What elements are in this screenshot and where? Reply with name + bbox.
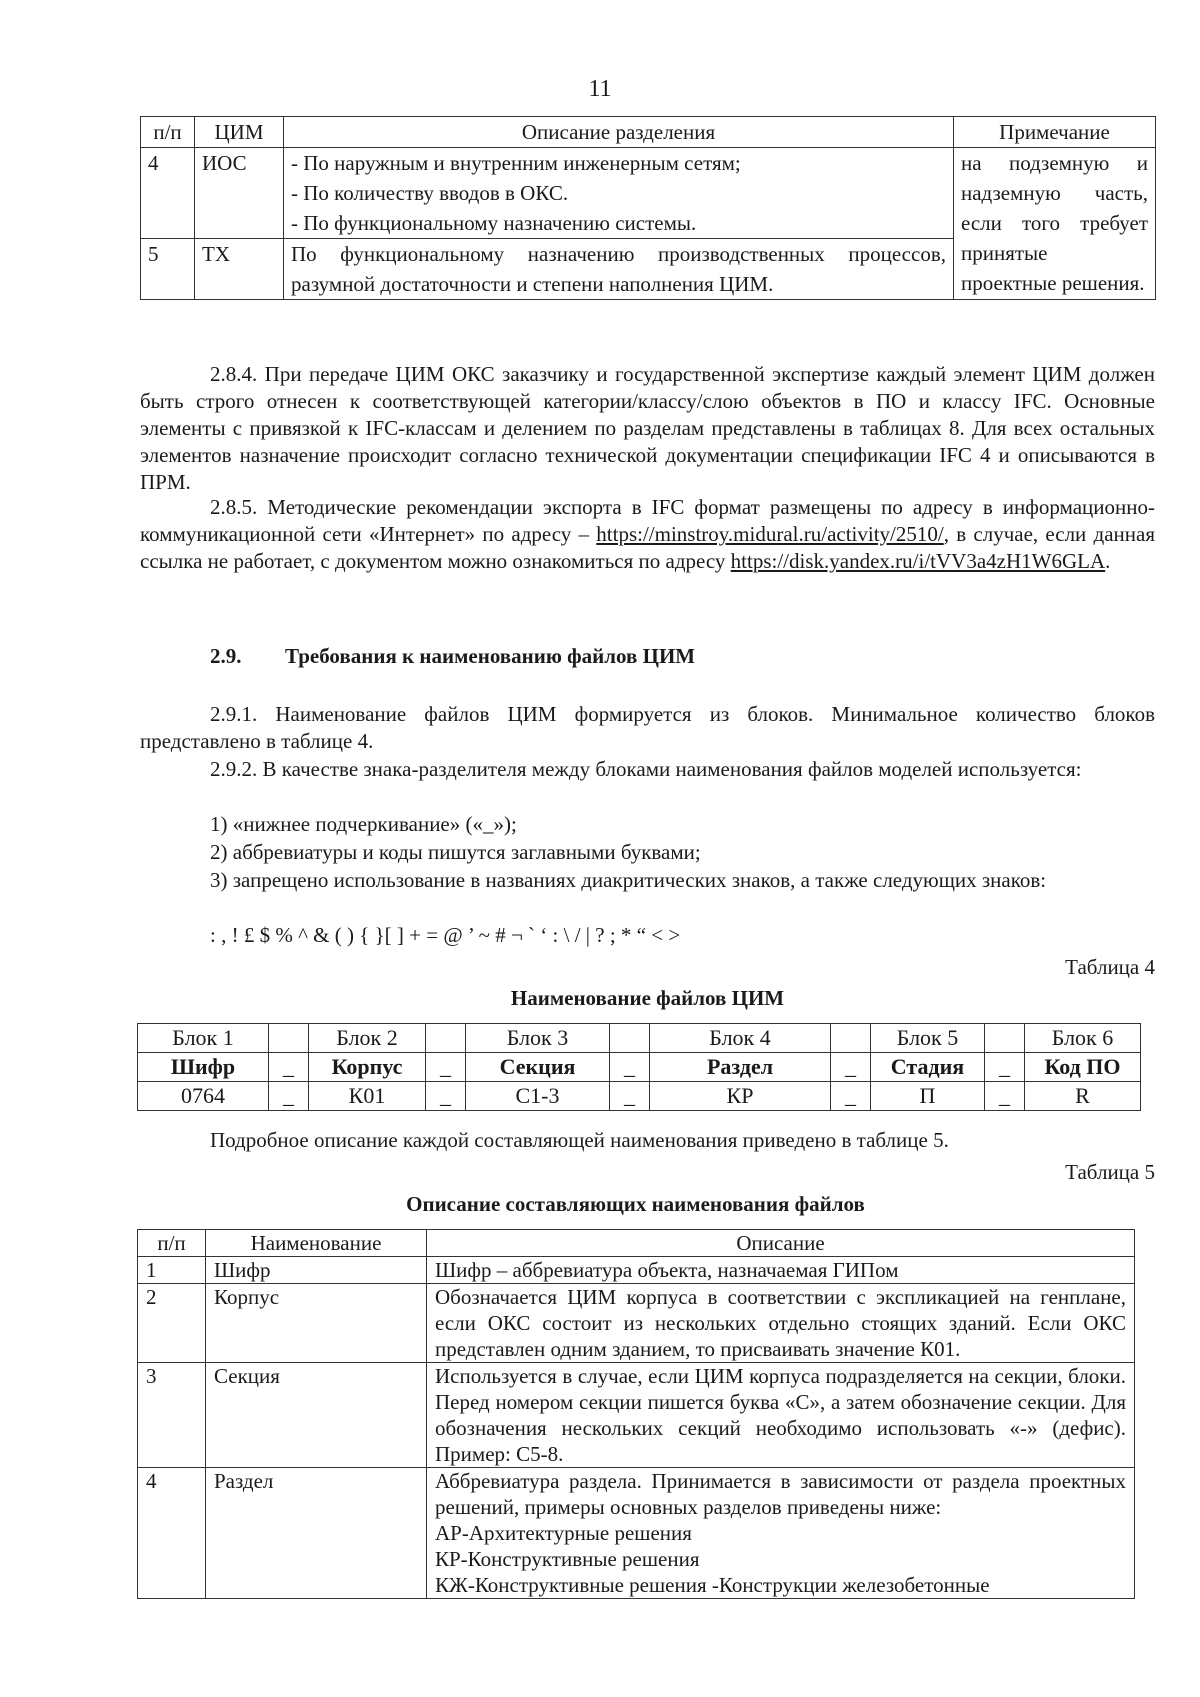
list-item: 1) «нижнее подчеркивание» («_»); [210, 812, 517, 836]
block-example: R [1025, 1082, 1141, 1111]
forbidden-characters: : , ! £ $ % ^ & ( ) { }[ ] + = @ ’ ~ # ¬ ` ‘ : \ / | ? ; * “ < > [210, 923, 681, 947]
header-cell: п/п [141, 117, 195, 148]
table-row [138, 1284, 1135, 1363]
table-header-row [141, 117, 1156, 148]
row-number: 2 [138, 1284, 206, 1363]
separator: _ [831, 1082, 871, 1111]
header-cell: п/п [138, 1230, 206, 1257]
page-number: 11 [588, 76, 612, 102]
description-line: КР-Конструктивные решения [435, 1547, 700, 1571]
block-example: С1-3 [466, 1082, 610, 1111]
file-naming-table [137, 1023, 1141, 1111]
paragraph-text: , в случае, если данная ссылка не работает, с документом можно ознакомиться по адресу [140, 522, 1155, 573]
row-description: Обозначается ЦИМ корпуса в соответствии с экспликацией на генплане, если ОКС состоит из нескольких отдельно стоящих зданий. Если ОКС представлен одним зданием, то присваивать значение К01. [427, 1284, 1135, 1363]
separator: _ [831, 1053, 871, 1082]
row-description: Используется в случае, если ЦИМ корпуса подразделяется на секции, блоки. Перед номером секции пишется буква «С», а затем обозначение секции. Для обозначения нескольких секций необходимо использовать «-» (дефис). Пример: С5-8. [427, 1363, 1135, 1468]
separator: _ [269, 1053, 309, 1082]
row-number: 5 [141, 239, 195, 300]
row-name: Секция [206, 1363, 427, 1468]
row-number: 3 [138, 1363, 206, 1468]
row-description: Шифр – аббревиатура объекта, назначаемая ГИПом [427, 1257, 1135, 1284]
section-number: 2.9. [210, 644, 242, 668]
table-row [141, 148, 1156, 239]
table-caption: Таблица 5 [1065, 1160, 1155, 1184]
table5-reference: Подробное описание каждой составляющей наименования приведено в таблице 5. [210, 1128, 949, 1152]
table-title: Описание составляющих наименования файлов [406, 1192, 865, 1216]
row-number: 4 [138, 1468, 206, 1599]
section-heading [140, 643, 1155, 670]
block-example: КР [650, 1082, 831, 1111]
paragraph-2-9-2: 2.9.2. В качестве знака-разделителя между блоками наименования файлов моделей используется: [210, 757, 1082, 781]
table-title: Наименование файлов ЦИМ [510, 986, 785, 1010]
block-label: Блок 2 [309, 1024, 426, 1053]
row-description: По функциональному назначению производственных процессов, разумной достаточности и степени наполнения ЦИМ. [284, 239, 954, 300]
table-row [138, 1257, 1135, 1284]
row-name: Шифр [206, 1257, 427, 1284]
header-cell: Описание разделения [284, 117, 954, 148]
name-row [138, 1053, 1141, 1082]
separator-cell [426, 1024, 466, 1053]
block-example: К01 [309, 1082, 426, 1111]
block-name: Корпус [309, 1053, 426, 1082]
note-cell: на подземную и надземную часть, если того требует принятые проектные решения. [954, 148, 1156, 300]
header-cell: Наименование [206, 1230, 427, 1257]
separator: _ [269, 1082, 309, 1111]
list-item: 2) аббревиатуры и коды пишутся заглавными буквами; [210, 840, 701, 864]
block-example: 0764 [138, 1082, 269, 1111]
block-name: Стадия [871, 1053, 985, 1082]
table-row [138, 1363, 1135, 1468]
block-label: Блок 1 [138, 1024, 269, 1053]
list-item: 3) запрещено использование в названиях диакритических знаков, а также следующих знаков: [210, 868, 1047, 892]
row-description [284, 148, 954, 239]
paragraph-2-8-5 [140, 494, 1155, 575]
separator: _ [610, 1082, 650, 1111]
row-code: ТХ [195, 239, 284, 300]
paragraph-text: 2.8.5. Методические рекомендации экспорта в IFC формат размещены по адресу в информационно-коммуникационной сети «Интернет» по адресу – [140, 495, 1155, 546]
description-line: АР-Архитектурные решения [435, 1521, 692, 1545]
separator: _ [426, 1082, 466, 1111]
table-caption: Таблица 4 [1065, 955, 1155, 979]
paragraph-2-8-4: 2.8.4. При передаче ЦИМ ОКС заказчику и государственной экспертизе каждый элемент ЦИМ должен быть строго отнесен к соответствующей категории/классу/слою объектов в ПО и классу IFC. Основные элементы с привязкой к IFC-классам и делением по разделам представлены в таблицах 8. Для всех остальных элементов назначение происходит согласно технической документации спецификации IFC 4 и описываются в ПРМ. [140, 362, 1155, 494]
block-name: Раздел [650, 1053, 831, 1082]
block-name: Шифр [138, 1053, 269, 1082]
description-line: - По наружным и внутренним инженерным сетям; [291, 151, 741, 175]
example-row [138, 1082, 1141, 1111]
table-header-row [138, 1230, 1135, 1257]
description-line: - По количеству вводов в ОКС. [291, 181, 569, 205]
section-title: Требования к наименованию файлов ЦИМ [285, 644, 696, 668]
description-line: Аббревиатура раздела. Принимается в зависимости от раздела проектных решений, примеры основных разделов приведены ниже: [435, 1469, 1126, 1519]
row-number: 1 [138, 1257, 206, 1284]
row-name: Корпус [206, 1284, 427, 1363]
separator: _ [985, 1053, 1025, 1082]
separator: _ [985, 1082, 1025, 1111]
separator-cell [610, 1024, 650, 1053]
separator: _ [426, 1053, 466, 1082]
block-row [138, 1024, 1141, 1053]
row-number: 4 [141, 148, 195, 239]
row-description [427, 1468, 1135, 1599]
paragraph-2-9-1: 2.9.1. Наименование файлов ЦИМ формируется из блоков. Минимальное количество блоков представлено в таблице 4. [140, 702, 1155, 753]
block-label: Блок 6 [1025, 1024, 1141, 1053]
division-table [140, 116, 1156, 300]
separator-cell [269, 1024, 309, 1053]
separator: _ [610, 1053, 650, 1082]
block-label: Блок 4 [650, 1024, 831, 1053]
yandex-disk-link[interactable]: https://disk.yandex.ru/i/tVV3a4zH1W6GLA [730, 549, 1106, 573]
paragraph-text: . [1105, 549, 1111, 573]
row-code: ИОС [195, 148, 284, 239]
header-cell: Описание [427, 1230, 1135, 1257]
block-example: П [871, 1082, 985, 1111]
separator-cell [985, 1024, 1025, 1053]
block-name: Секция [466, 1053, 610, 1082]
minstroy-link[interactable]: https://minstroy.midural.ru/activity/2510/ [596, 522, 944, 546]
separator-cell [831, 1024, 871, 1053]
naming-components-table [137, 1229, 1135, 1599]
block-label: Блок 5 [871, 1024, 985, 1053]
row-name: Раздел [206, 1468, 427, 1599]
block-label: Блок 3 [466, 1024, 610, 1053]
description-line: КЖ-Конструктивные решения -Конструкции железобетонные [435, 1573, 990, 1597]
header-cell: ЦИМ [195, 117, 284, 148]
block-name: Код ПО [1025, 1053, 1141, 1082]
header-cell: Примечание [954, 117, 1156, 148]
table-row [138, 1468, 1135, 1599]
description-line: - По функциональному назначению системы. [291, 211, 697, 235]
